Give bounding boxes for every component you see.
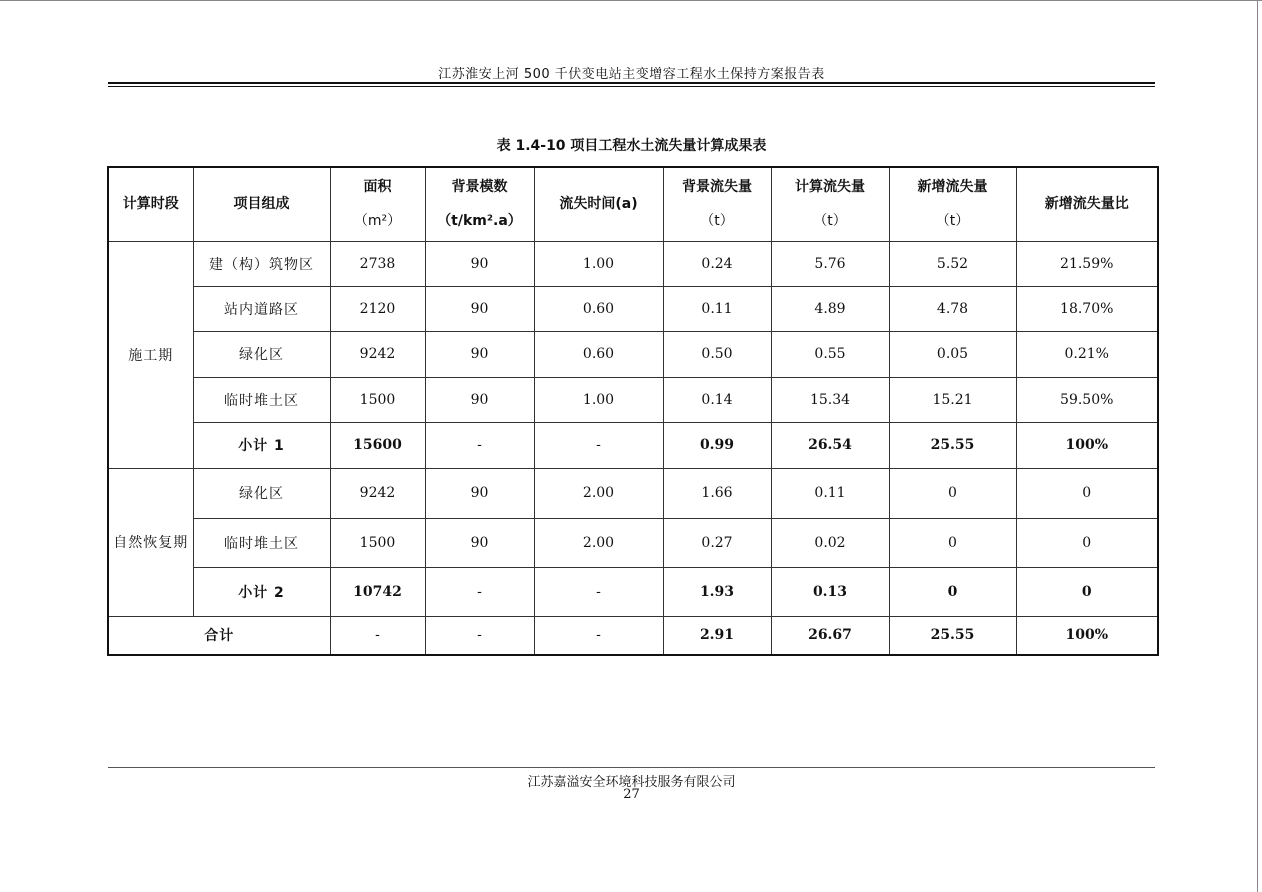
page-edge-right [1257, 0, 1258, 892]
background-cell: 0.14 [663, 377, 771, 422]
item-cell: 绿化区 [193, 331, 330, 377]
item-cell: 临时堆土区 [193, 377, 330, 422]
modulus-cell: 90 [425, 286, 534, 331]
subtotal-row [108, 567, 1158, 616]
page-header-title: 江苏淮安上河 500 千伏变电站主变增容工程水土保持方案报告表 [438, 67, 825, 82]
area-cell: 1500 [330, 377, 425, 422]
ratio-cell: 0 [1016, 468, 1158, 518]
table-header-row [108, 167, 1158, 241]
background-cell: 0.27 [663, 518, 771, 567]
calculated-cell: 0.13 [771, 567, 889, 616]
header-divider-thin [108, 86, 1155, 87]
background-cell: 0.50 [663, 331, 771, 377]
calculated-cell: 26.67 [771, 616, 889, 655]
area-cell: 1500 [330, 518, 425, 567]
table-row [108, 377, 1158, 422]
column-header-time: 流失时间(a) [534, 167, 663, 241]
ratio-cell: 0 [1016, 518, 1158, 567]
time-cell: 0.60 [534, 331, 663, 377]
area-cell: 9242 [330, 468, 425, 518]
calculated-cell: 4.89 [771, 286, 889, 331]
period-cell-construction: 施工期 [108, 241, 193, 468]
column-header-added-ratio: 新增流失量比 [1016, 167, 1158, 241]
column-header-period: 计算时段 [108, 167, 193, 241]
item-cell: 站内道路区 [193, 286, 330, 331]
time-cell: - [534, 567, 663, 616]
background-cell: 1.66 [663, 468, 771, 518]
ratio-cell: 0 [1016, 567, 1158, 616]
page-number: 27 [623, 787, 640, 802]
background-cell: 0.11 [663, 286, 771, 331]
item-cell: 建（构）筑物区 [193, 241, 330, 286]
time-cell: 2.00 [534, 518, 663, 567]
total-label: 合计 [108, 616, 330, 655]
modulus-cell: - [425, 616, 534, 655]
background-cell: 1.93 [663, 567, 771, 616]
calculated-cell: 15.34 [771, 377, 889, 422]
area-cell: 9242 [330, 331, 425, 377]
time-cell: 0.60 [534, 286, 663, 331]
ratio-cell: 0.21% [1016, 331, 1158, 377]
modulus-cell: 90 [425, 377, 534, 422]
ratio-cell: 18.70% [1016, 286, 1158, 331]
soil-loss-table [107, 166, 1159, 656]
added-cell: 5.52 [889, 241, 1016, 286]
table-row [108, 286, 1158, 331]
background-cell: 2.91 [663, 616, 771, 655]
area-cell: 15600 [330, 422, 425, 468]
subtotal-label: 小计 2 [193, 567, 330, 616]
modulus-cell: 90 [425, 518, 534, 567]
column-header-item: 项目组成 [193, 167, 330, 241]
calculated-cell: 5.76 [771, 241, 889, 286]
table-row [108, 468, 1158, 518]
background-cell: 0.99 [663, 422, 771, 468]
footer-company-name: 江苏嘉溢安全环境科技服务有限公司 [527, 775, 736, 790]
subtotal-row [108, 422, 1158, 468]
added-cell: 15.21 [889, 377, 1016, 422]
column-header-calculated-loss: 计算流失量 （t） [771, 167, 889, 241]
table-row [108, 241, 1158, 286]
item-cell: 临时堆土区 [193, 518, 330, 567]
time-cell: - [534, 422, 663, 468]
column-header-background-loss: 背景流失量 （t） [663, 167, 771, 241]
table-row [108, 518, 1158, 567]
header-divider [108, 82, 1155, 84]
ratio-cell: 21.59% [1016, 241, 1158, 286]
added-cell: 0 [889, 567, 1016, 616]
calculated-cell: 26.54 [771, 422, 889, 468]
column-header-added-loss: 新增流失量 （t） [889, 167, 1016, 241]
time-cell: 1.00 [534, 241, 663, 286]
modulus-cell: - [425, 567, 534, 616]
added-cell: 25.55 [889, 616, 1016, 655]
table-row [108, 331, 1158, 377]
period-cell-recovery: 自然恢复期 [108, 468, 193, 616]
added-cell: 4.78 [889, 286, 1016, 331]
subtotal-label: 小计 1 [193, 422, 330, 468]
modulus-cell: 90 [425, 468, 534, 518]
added-cell: 25.55 [889, 422, 1016, 468]
area-cell: 10742 [330, 567, 425, 616]
area-cell: - [330, 616, 425, 655]
total-row [108, 616, 1158, 655]
added-cell: 0 [889, 518, 1016, 567]
table-caption: 表 1.4-10 项目工程水土流失量计算成果表 [496, 138, 767, 154]
time-cell: 2.00 [534, 468, 663, 518]
ratio-cell: 59.50% [1016, 377, 1158, 422]
calculated-cell: 0.11 [771, 468, 889, 518]
modulus-cell: 90 [425, 331, 534, 377]
added-cell: 0 [889, 468, 1016, 518]
column-header-modulus: 背景模数 （t/km².a） [425, 167, 534, 241]
calculated-cell: 0.55 [771, 331, 889, 377]
page-edge-top [0, 0, 1262, 1]
area-cell: 2120 [330, 286, 425, 331]
time-cell: 1.00 [534, 377, 663, 422]
area-cell: 2738 [330, 241, 425, 286]
item-cell: 绿化区 [193, 468, 330, 518]
modulus-cell: - [425, 422, 534, 468]
footer-divider [108, 767, 1155, 768]
ratio-cell: 100% [1016, 616, 1158, 655]
time-cell: - [534, 616, 663, 655]
calculated-cell: 0.02 [771, 518, 889, 567]
column-header-area: 面积 （m²） [330, 167, 425, 241]
background-cell: 0.24 [663, 241, 771, 286]
ratio-cell: 100% [1016, 422, 1158, 468]
added-cell: 0.05 [889, 331, 1016, 377]
modulus-cell: 90 [425, 241, 534, 286]
